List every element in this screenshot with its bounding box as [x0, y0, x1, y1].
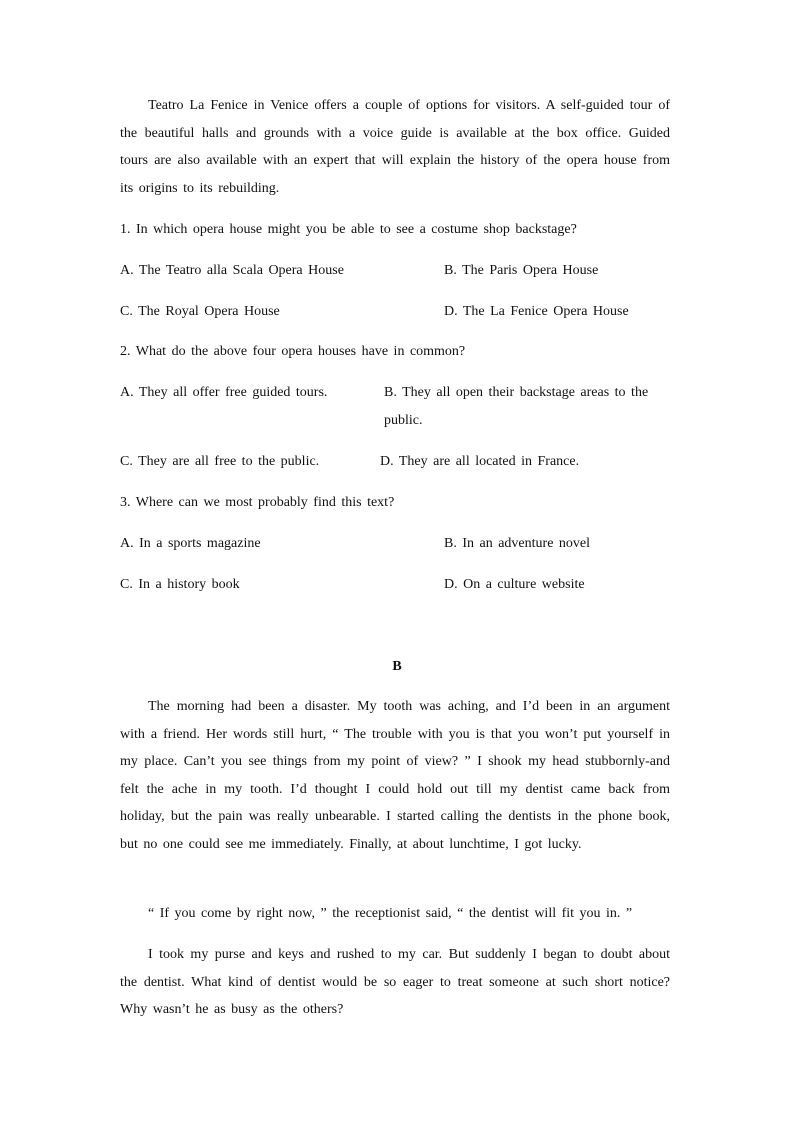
question-2-option-a: A. They all offer free guided tours.	[120, 385, 328, 400]
section-b-paragraph-1: The morning had been a disaster. My tooth was aching, and I’d been in an argument with a friend. Her words still hurt, “ The trouble with you is that you won’t put yourself in my place. Can’t you see things from my point of view? ” I shook my head stubbornly-and felt the ache in my tooth. I’d thought I could hold out till my dentist came back from holiday, but the pain was really unbearable. I started calling the dentists in the phone book, but no one could see me immediately. Finally, at about lunchtime, I got lucky.	[120, 699, 670, 852]
section-b-heading: B	[392, 659, 402, 674]
section-b-paragraph-3: I took my purse and keys and rushed to my car. But suddenly I began to doubt about the dentist. What kind of dentist would be so eager to treat someone at such short notice? Why wasn’t he as busy as the others?	[120, 947, 670, 1017]
question-2-option-d: D. They are all located in France.	[380, 454, 580, 469]
question-2-option-c: C. They are all free to the public.	[120, 454, 320, 469]
question-1-option-d: D. The La Fenice Opera House	[444, 304, 629, 319]
question-2-option-b: B. They all open their backstage areas to the public.	[384, 385, 649, 428]
question-2-stem: 2. What do the above four opera houses have in common?	[120, 344, 466, 359]
question-3-option-d: D. On a culture website	[444, 577, 585, 592]
section-b-paragraph-2: “ If you come by right now, ” the receptionist said, “ the dentist will fit you in. ”	[148, 906, 633, 921]
question-1-option-b: B. The Paris Opera House	[444, 263, 599, 278]
question-3-option-b: B. In an adventure novel	[444, 536, 591, 551]
question-3-option-c: C. In a history book	[120, 577, 240, 592]
passage-a-intro: Teatro La Fenice in Venice offers a couple of options for visitors. A self-guided tour of the beautiful halls and grounds with a voice guide is available at the box office. Guided tours are also available with an expert that will explain the history of the opera house from its origins to its rebuilding.	[120, 98, 670, 196]
question-3-stem: 3. Where can we most probably find this text?	[120, 495, 395, 510]
question-3-option-a: A. In a sports magazine	[120, 536, 261, 551]
question-1-option-c: C. The Royal Opera House	[120, 304, 280, 319]
question-1-stem: 1. In which opera house might you be able to see a costume shop backstage?	[120, 222, 577, 237]
question-1-option-a: A. The Teatro alla Scala Opera House	[120, 263, 344, 278]
